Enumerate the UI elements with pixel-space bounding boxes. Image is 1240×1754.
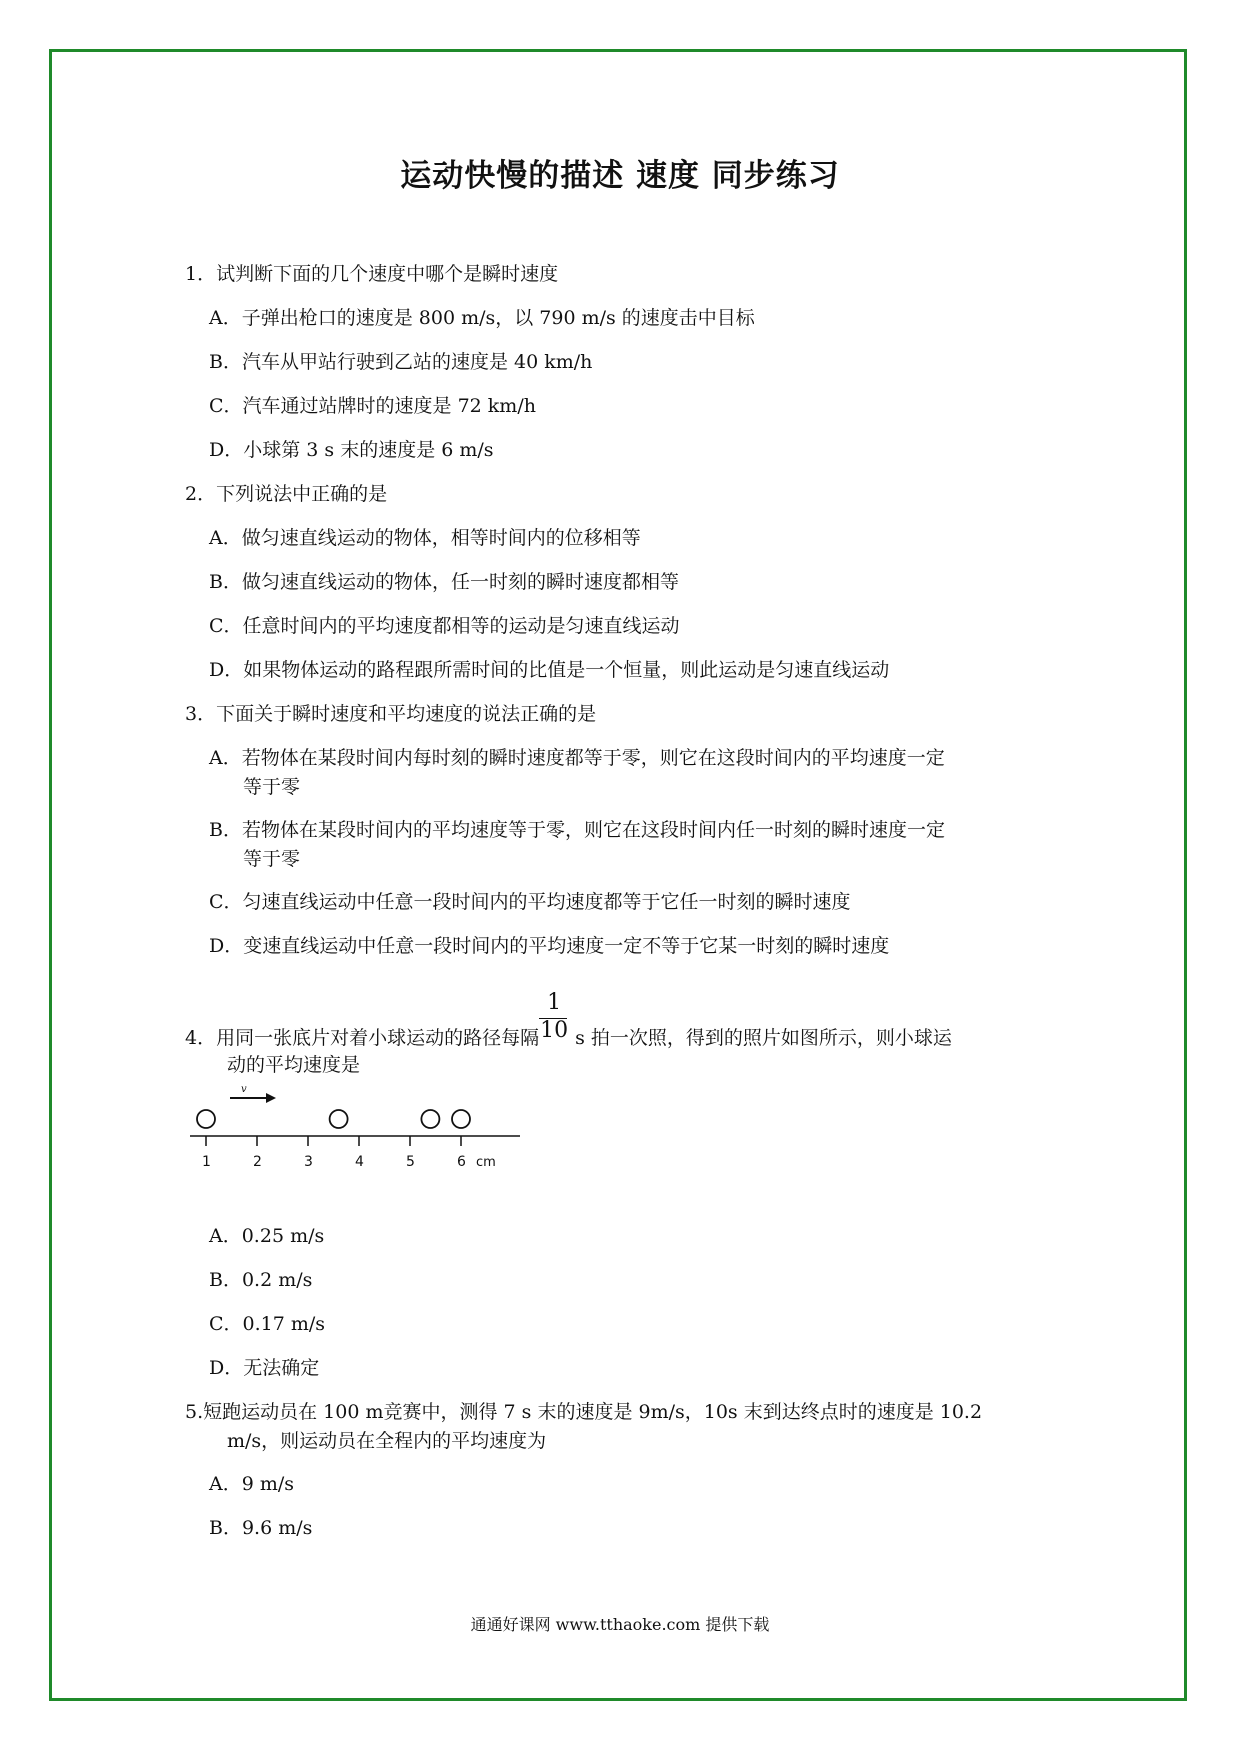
question-1-option-c: C．汽车通过站牌时的速度是 72 km/h [209,395,536,417]
question-2-option-a: A．做匀速直线运动的物体，相等时间内的位移相等 [209,527,641,549]
ruler-tick-label-2: 2 [253,1154,262,1170]
question-4-stem-line2: 动的平均速度是 [227,1054,361,1076]
question-5-stem [185,1390,1065,1462]
question-4-option-a: A．0.25 m/s [209,1225,325,1247]
question-4-stem-after: s 拍一次照，得到的照片如图所示，则小球运 [569,1027,952,1049]
ball-motion-figure [185,1064,1065,1214]
question-3-option-d: D．变速直线运动中任意一段时间内的平均速度一定不等于它某一时刻的瞬时速度 [209,935,890,957]
question-3-option-c: C．匀速直线运动中任意一段时间内的平均速度都等于它任一时刻的瞬时速度 [209,891,851,913]
ruler-unit-label: cm [476,1155,496,1170]
question-3-stem: 3．下面关于瞬时速度和平均速度的说法正确的是 [185,703,597,725]
ruler-diagram [190,1064,550,1194]
question-4-stem [185,968,1065,1076]
question-5-option-a: A．9 m/s [209,1473,295,1495]
question-1-stem: 1．试判断下面的几个速度中哪个是瞬时速度 [185,263,559,285]
ruler-tick-label-4: 4 [355,1154,364,1170]
question-2-option-b: B．做匀速直线运动的物体，任一时刻的瞬时速度都相等 [209,571,679,593]
ruler-tick-label-6: 6 [457,1154,466,1170]
ruler-tick-label-5: 5 [406,1154,415,1170]
ruler-tick-label-1: 1 [202,1154,211,1170]
ball-4 [452,1110,470,1128]
question-3-option-a-line1: A．若物体在某段时间内每时刻的瞬时速度都等于零，则它在这段时间内的平均速度一定 [209,747,945,769]
ball-2 [330,1110,348,1128]
question-3-option-b [209,808,1065,880]
ticks-group [202,1136,466,1170]
question-5-stem-line2: m/s，则运动员在全程内的平均速度为 [227,1430,547,1452]
worksheet-content [185,252,1065,1550]
balls-group [197,1110,470,1128]
page-footer: 通通好课网 www.tthaoke.com 提供下载 [470,1615,770,1634]
ball-1 [197,1110,215,1128]
question-3-option-a-line2: 等于零 [243,776,301,798]
question-4-stem-before: 4．用同一张底片对着小球运动的路径每隔 [185,1027,540,1049]
fraction-denominator: 10 [540,1018,569,1043]
ruler-tick-label-3: 3 [304,1154,313,1170]
question-1-option-a: A．子弹出枪口的速度是 800 m/s，以 790 m/s 的速度击中目标 [209,307,755,329]
page-title: 运动快慢的描述 速度 同步练习 [400,158,840,194]
question-5-stem-line1: 5.短跑运动员在 100 m竞赛中，测得 7 s 末的速度是 9m/s，10s 末到达终点时的速度是 10.2 [185,1401,983,1423]
question-3-option-a [209,736,1065,808]
question-1-option-b: B．汽车从甲站行驶到乙站的速度是 40 km/h [209,351,593,373]
question-2-stem: 2．下列说法中正确的是 [185,483,388,505]
question-5-option-b: B．9.6 m/s [209,1517,313,1539]
fraction-numerator: 1 [547,990,562,1015]
question-4-option-b: B．0.2 m/s [209,1269,313,1291]
velocity-arrow [230,1093,276,1103]
question-3-option-b-line2: 等于零 [243,848,301,870]
question-4-option-c: C．0.17 m/s [209,1313,326,1335]
question-2-option-c: C．任意时间内的平均速度都相等的运动是匀速直线运动 [209,615,680,637]
ball-3 [421,1110,439,1128]
question-2-option-d: D．如果物体运动的路程跟所需时间的比值是一个恒量，则此运动是匀速直线运动 [209,659,890,681]
question-3-option-b-line1: B．若物体在某段时间内的平均速度等于零，则它在这段时间内任一时刻的瞬时速度一定 [209,819,945,841]
velocity-label: v [241,1084,247,1095]
question-4-option-d: D．无法确定 [209,1357,320,1379]
fraction-one-tenth [539,990,569,1054]
question-1-option-d: D．小球第 3 s 末的速度是 6 m/s [209,439,494,461]
